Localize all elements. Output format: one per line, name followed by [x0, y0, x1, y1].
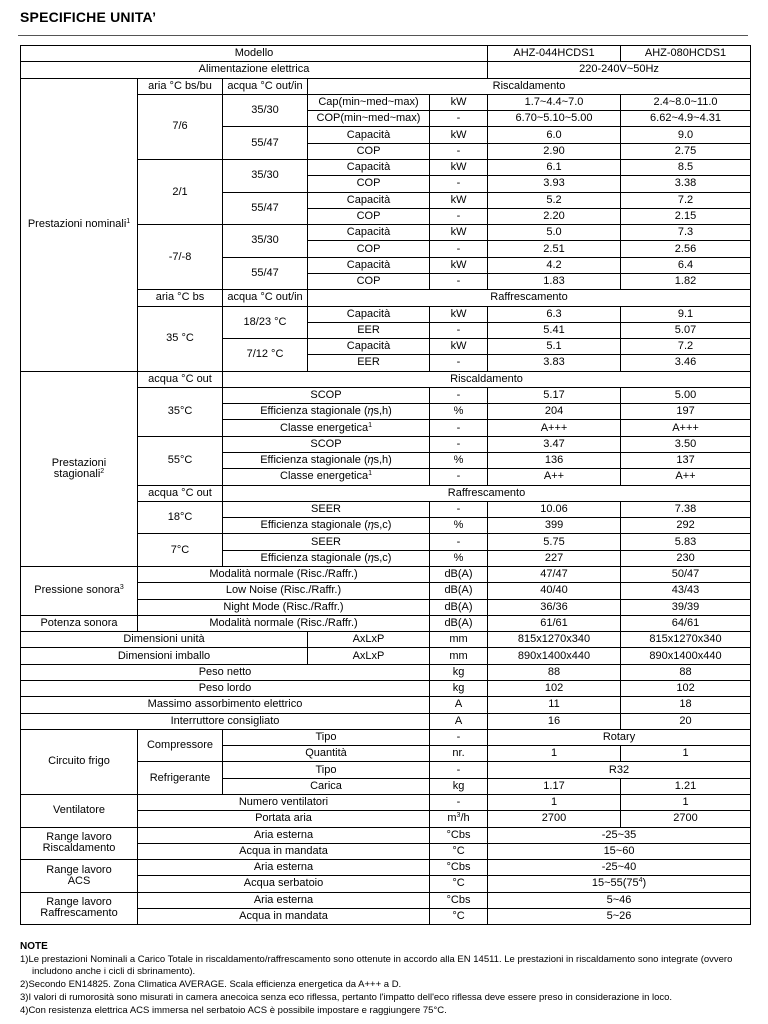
value-cell: R32 [488, 762, 751, 778]
label-cell: Modalità normale (Risc./Raffr.) [138, 567, 430, 583]
value-cell: 220-240V~50Hz [488, 62, 751, 78]
note-item: 3)I valori di rumorosità sono misurati in camera anecoica senza eco riflessa, pertanto l'impatto dell'eco riflessa deve essere preso in considerazione in loco. [20, 991, 673, 1003]
label-cell: Aria esterna [138, 860, 430, 876]
table-row [21, 371, 751, 387]
condition-cell: 18°C [138, 501, 223, 534]
unit-cell: - [430, 501, 488, 517]
table-row [21, 567, 751, 583]
value-cell: 11 [488, 697, 621, 713]
note-item: 1)Le prestazioni Nominali a Carico Totale in riscaldamento/raffrescamento sono ottenute in accordo alla EN 14511. Le prestazioni in riscaldamento sono integrate (ovvero includono anche i cicli di sbrinamento). [20, 953, 733, 978]
label-cell: COP [308, 241, 430, 257]
label-cell: Interruttore consigliato [21, 713, 430, 729]
value-cell: 136 [488, 453, 621, 469]
value-cell: 6.62~4.9~4.31 [621, 111, 751, 127]
unit-cell: % [430, 550, 488, 566]
unit-cell: dB(A) [430, 583, 488, 599]
value-cell: 1 [621, 794, 751, 810]
value-cell: 102 [621, 680, 751, 696]
unit-cell: °C [430, 876, 488, 892]
unit-cell: $m^3/h$ [430, 811, 488, 827]
unit-cell: kW [430, 159, 488, 175]
model-1-cell: AHZ-044HCDS1 [488, 46, 621, 62]
value-cell: 227 [488, 550, 621, 566]
value-cell: A+++ [488, 420, 621, 436]
value-cell: 815x1270x340 [621, 632, 751, 648]
value-cell: 43/43 [621, 583, 751, 599]
table-row [21, 697, 751, 713]
sub-header-cell: aria °C bs [138, 290, 223, 306]
value-cell: 2700 [488, 811, 621, 827]
value-cell: -25~35 [488, 827, 751, 843]
condition-cell: 7/12 °C [223, 339, 308, 372]
condition-cell: 7°C [138, 534, 223, 567]
value-cell: 890x1400x440 [488, 648, 621, 664]
condition-cell: -7/-8 [138, 225, 223, 290]
unit-cell: - [430, 176, 488, 192]
unit-cell: - [430, 762, 488, 778]
model-2-cell: AHZ-080HCDS1 [621, 46, 751, 62]
value-cell: 36/36 [488, 599, 621, 615]
group-label-cell: Range lavoro ACS [21, 860, 138, 893]
table-row [21, 827, 751, 843]
value-cell: 6.3 [488, 306, 621, 322]
value-cell: 61/61 [488, 615, 621, 631]
value-cell: 2.15 [621, 208, 751, 224]
unit-cell: - [430, 273, 488, 289]
value-cell: 9.1 [621, 306, 751, 322]
label-cell: EER [308, 322, 430, 338]
table-row [21, 632, 751, 648]
label-cell: Dimensioni imballo [21, 648, 308, 664]
value-cell: 4.2 [488, 257, 621, 273]
condition-cell: 35°C [138, 387, 223, 436]
label-cell: Capacità [308, 127, 430, 143]
value-cell: 292 [621, 518, 751, 534]
value-cell: 6.4 [621, 257, 751, 273]
value-cell: 1.17 [488, 778, 621, 794]
unit-cell: - [430, 469, 488, 485]
label-cell: Aria esterna [138, 892, 430, 908]
value-cell: 3.83 [488, 355, 621, 371]
value-cell: 1.7~4.4~7.0 [488, 94, 621, 110]
sub-header-cell: acqua °C out/in [223, 78, 308, 94]
label-cell: AxLxP [308, 648, 430, 664]
condition-cell: Compressore [138, 729, 223, 762]
label-cell: SCOP [223, 387, 430, 403]
table-row [21, 794, 751, 810]
value-cell: 6.70~5.10~5.00 [488, 111, 621, 127]
section-header-cell: Raffrescamento [308, 290, 751, 306]
unit-cell: % [430, 518, 488, 534]
value-cell: 2.56 [621, 241, 751, 257]
unit-cell: kW [430, 94, 488, 110]
label-cell: Peso netto [21, 664, 430, 680]
value-cell: 8.5 [621, 159, 751, 175]
sub-header-cell: acqua °C out/in [223, 290, 308, 306]
notes-heading: NOTE [20, 941, 48, 952]
value-cell: 5.0 [488, 225, 621, 241]
table-row [21, 615, 751, 631]
unit-cell: - [430, 143, 488, 159]
label-cell: SCOP [223, 436, 430, 452]
label-cell: COP [308, 208, 430, 224]
unit-cell: kW [430, 225, 488, 241]
label-cell: Classe energetica$^1$ [223, 469, 430, 485]
unit-cell: °Cbs [430, 860, 488, 876]
unit-cell: A [430, 697, 488, 713]
table-row [21, 860, 751, 876]
unit-cell: - [430, 241, 488, 257]
label-cell: Cap(min~med~max) [308, 94, 430, 110]
group-label-cell: Range lavoro Riscaldamento [21, 827, 138, 860]
value-cell: 16 [488, 713, 621, 729]
label-cell: Capacità [308, 192, 430, 208]
value-cell: 7.38 [621, 501, 751, 517]
table-row [21, 729, 751, 745]
value-cell: 399 [488, 518, 621, 534]
unit-cell: nr. [430, 746, 488, 762]
section-header-cell: Riscaldamento [223, 371, 751, 387]
unit-cell: - [430, 208, 488, 224]
value-cell: 18 [621, 697, 751, 713]
unit-cell: kg [430, 664, 488, 680]
value-cell: 815x1270x340 [488, 632, 621, 648]
label-cell: COP(min~med~max) [308, 111, 430, 127]
label-cell: Capacità [308, 257, 430, 273]
value-cell: 20 [621, 713, 751, 729]
unit-cell: dB(A) [430, 567, 488, 583]
label-cell: Quantità [223, 746, 430, 762]
condition-cell: 2/1 [138, 159, 223, 224]
label-cell: AxLxP [308, 632, 430, 648]
unit-cell: - [430, 436, 488, 452]
table-row [21, 648, 751, 664]
value-cell: 3.50 [621, 436, 751, 452]
label-cell: Aria esterna [138, 827, 430, 843]
unit-cell: A [430, 713, 488, 729]
specifications-table [20, 45, 751, 925]
unit-cell: - [430, 729, 488, 745]
page-title: SPECIFICHE UNITA’ [20, 9, 157, 25]
value-cell: 1.82 [621, 273, 751, 289]
value-cell: 64/61 [621, 615, 751, 631]
value-cell: $15\sim 55(75^4)$ [488, 876, 751, 892]
value-cell: 7.2 [621, 192, 751, 208]
label-cell: Numero ventilatori [138, 794, 430, 810]
value-cell: 2.90 [488, 143, 621, 159]
value-cell: -25~40 [488, 860, 751, 876]
value-cell: 137 [621, 453, 751, 469]
unit-cell: dB(A) [430, 599, 488, 615]
group-label-cell: Prestazioni stagionali$^2$ [21, 371, 138, 566]
condition-cell: 7/6 [138, 94, 223, 159]
label-cell: Capacità [308, 225, 430, 241]
unit-cell: kg [430, 680, 488, 696]
label-cell: Capacità [308, 339, 430, 355]
unit-cell: kg [430, 778, 488, 794]
value-cell: 3.46 [621, 355, 751, 371]
label-cell: Efficienza stagionale (𝜂s,c) [223, 550, 430, 566]
group-label-cell: Potenza sonora [21, 615, 138, 631]
condition-cell: Refrigerante [138, 762, 223, 795]
title-divider [18, 35, 748, 36]
group-label-cell: Prestazioni nominali$^1$ [21, 78, 138, 371]
label-cell: Carica [223, 778, 430, 794]
group-label-cell: Circuito frigo [21, 729, 138, 794]
label-cell: COP [308, 273, 430, 289]
value-cell: 5.00 [621, 387, 751, 403]
unit-cell: - [430, 420, 488, 436]
label-cell: Peso lordo [21, 680, 430, 696]
unit-cell: % [430, 404, 488, 420]
condition-cell: 18/23 °C [223, 306, 308, 339]
label-cell: Capacità [308, 306, 430, 322]
unit-cell: °C [430, 843, 488, 859]
condition-cell: 55/47 [223, 257, 308, 290]
condition-cell: 35/30 [223, 159, 308, 192]
value-cell: Rotary [488, 729, 751, 745]
value-cell: 9.0 [621, 127, 751, 143]
value-cell: 2.20 [488, 208, 621, 224]
value-cell: 47/47 [488, 567, 621, 583]
value-cell: 2.75 [621, 143, 751, 159]
label-cell: Acqua in mandata [138, 908, 430, 924]
label-cell: Tipo [223, 762, 430, 778]
label-cell: Tipo [223, 729, 430, 745]
label-cell: Portata aria [138, 811, 430, 827]
label-cell: SEER [223, 501, 430, 517]
value-cell: 3.93 [488, 176, 621, 192]
value-cell: 5.2 [488, 192, 621, 208]
value-cell: 230 [621, 550, 751, 566]
label-cell: Dimensioni unità [21, 632, 308, 648]
unit-cell: °Cbs [430, 892, 488, 908]
value-cell: 3.47 [488, 436, 621, 452]
value-cell: 5.17 [488, 387, 621, 403]
value-cell: 15~60 [488, 843, 751, 859]
value-cell: 50/47 [621, 567, 751, 583]
value-cell: 6.1 [488, 159, 621, 175]
unit-cell: mm [430, 632, 488, 648]
label-cell: Night Mode (Risc./Raffr.) [138, 599, 430, 615]
value-cell: 5~46 [488, 892, 751, 908]
value-cell: 3.38 [621, 176, 751, 192]
label-cell: Modalità normale (Risc./Raffr.) [138, 615, 430, 631]
value-cell: A+++ [621, 420, 751, 436]
value-cell: 88 [621, 664, 751, 680]
value-cell: 10.06 [488, 501, 621, 517]
unit-cell: kW [430, 127, 488, 143]
unit-cell: - [430, 534, 488, 550]
label-cell: Massimo assorbimento elettrico [21, 697, 430, 713]
label-cell: Low Noise (Risc./Raffr.) [138, 583, 430, 599]
sub-header-cell: acqua °C out [138, 371, 223, 387]
condition-cell: 55/47 [223, 192, 308, 225]
label-cell: COP [308, 176, 430, 192]
unit-cell: kW [430, 257, 488, 273]
value-cell: 5.1 [488, 339, 621, 355]
condition-cell: 35 °C [138, 306, 223, 371]
value-cell: A++ [621, 469, 751, 485]
unit-cell: - [430, 794, 488, 810]
label-cell: Acqua in mandata [138, 843, 430, 859]
unit-cell: % [430, 453, 488, 469]
group-label-cell: Ventilatore [21, 794, 138, 827]
value-cell: 5~26 [488, 908, 751, 924]
sub-header-cell: aria °C bs/bu [138, 78, 223, 94]
note-item: 4)Con resistenza elettrica ACS immersa nel serbatoio ACS è possibile impostare e raggiungere 75°C. [20, 1004, 447, 1016]
value-cell: 39/39 [621, 599, 751, 615]
value-cell: 1 [488, 746, 621, 762]
condition-cell: 55/47 [223, 127, 308, 160]
unit-cell: kW [430, 339, 488, 355]
unit-cell: - [430, 322, 488, 338]
table-row [21, 713, 751, 729]
condition-cell: 35/30 [223, 225, 308, 258]
label-cell: Efficienza stagionale (𝜂s,h) [223, 404, 430, 420]
unit-cell: dB(A) [430, 615, 488, 631]
table-row [21, 892, 751, 908]
unit-cell: °C [430, 908, 488, 924]
unit-cell: - [430, 387, 488, 403]
value-cell: 7.3 [621, 225, 751, 241]
note-item: 2)Secondo EN14825. Zona Climatica AVERAGE. Scala efficienza energetica da A+++ a D. [20, 979, 402, 991]
table-row [21, 62, 751, 78]
value-cell: 1.83 [488, 273, 621, 289]
header-cell: Alimentazione elettrica [21, 62, 488, 78]
label-cell: Capacità [308, 159, 430, 175]
value-cell: 5.07 [621, 322, 751, 338]
header-cell: Modello [21, 46, 488, 62]
notes-section [20, 941, 755, 1017]
label-cell: Efficienza stagionale (𝜂s,h) [223, 453, 430, 469]
value-cell: 40/40 [488, 583, 621, 599]
value-cell: 2.51 [488, 241, 621, 257]
value-cell: 5.75 [488, 534, 621, 550]
value-cell: 5.41 [488, 322, 621, 338]
sub-header-cell: acqua °C out [138, 485, 223, 501]
value-cell: 5.83 [621, 534, 751, 550]
label-cell: SEER [223, 534, 430, 550]
value-cell: 1.21 [621, 778, 751, 794]
value-cell: 88 [488, 664, 621, 680]
condition-cell: 55°C [138, 436, 223, 485]
value-cell: A++ [488, 469, 621, 485]
value-cell: 2.4~8.0~11.0 [621, 94, 751, 110]
unit-cell: kW [430, 306, 488, 322]
value-cell: 1 [621, 746, 751, 762]
label-cell: COP [308, 143, 430, 159]
unit-cell: - [430, 111, 488, 127]
value-cell: 204 [488, 404, 621, 420]
value-cell: 197 [621, 404, 751, 420]
group-label-cell: Pressione sonora$^3$ [21, 567, 138, 616]
unit-cell: mm [430, 648, 488, 664]
unit-cell: - [430, 355, 488, 371]
table-row [21, 78, 751, 94]
value-cell: 2700 [621, 811, 751, 827]
label-cell: EER [308, 355, 430, 371]
table-row [21, 664, 751, 680]
value-cell: 102 [488, 680, 621, 696]
unit-cell: kW [430, 192, 488, 208]
label-cell: Acqua serbatoio [138, 876, 430, 892]
section-header-cell: Riscaldamento [308, 78, 751, 94]
value-cell: 6.0 [488, 127, 621, 143]
condition-cell: 35/30 [223, 94, 308, 127]
group-label-cell: Range lavoro Raffrescamento [21, 892, 138, 925]
label-cell: Efficienza stagionale (𝜂s,c) [223, 518, 430, 534]
table-row [21, 46, 751, 62]
section-header-cell: Raffrescamento [223, 485, 751, 501]
label-cell: Classe energetica$^1$ [223, 420, 430, 436]
unit-cell: °Cbs [430, 827, 488, 843]
value-cell: 890x1400x440 [621, 648, 751, 664]
value-cell: 7.2 [621, 339, 751, 355]
value-cell: 1 [488, 794, 621, 810]
table-row [21, 680, 751, 696]
